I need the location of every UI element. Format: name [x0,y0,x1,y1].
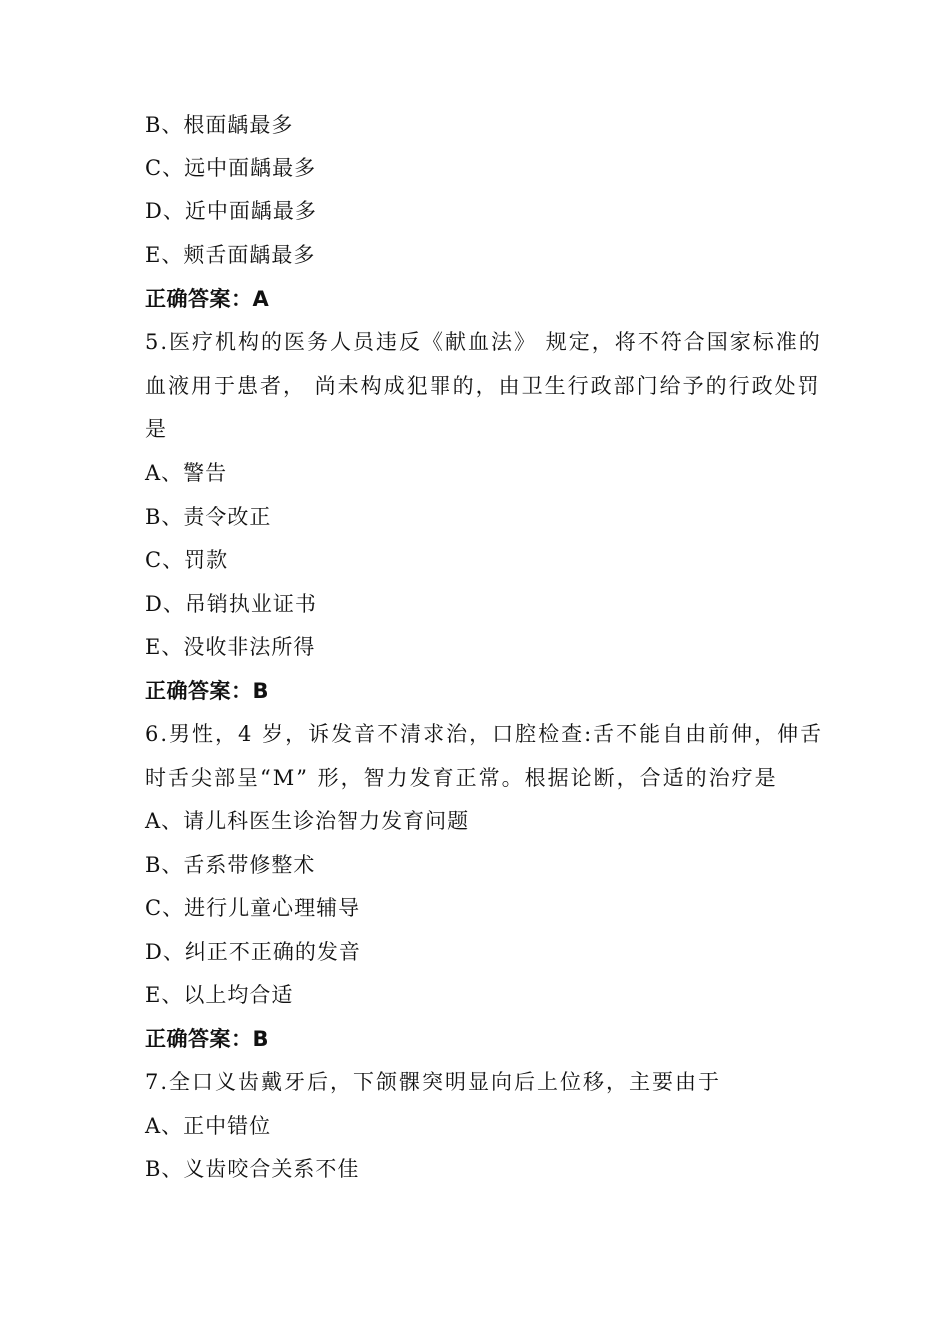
q6-option-d: D、纠正不正确的发音 [145,940,361,964]
q6-stem-line-2: 时舌尖部呈“M” 形，智力发育正常。根据论断，合适的治疗是 [145,766,778,790]
q6-answer: 正确答案：B [145,1027,270,1051]
q4-option-d: D、近中面龋最多 [145,199,317,223]
q5-stem-line-3: 是 [145,417,168,441]
q5-answer: 正确答案：B [145,679,270,703]
q5-option-d: D、吊销执业证书 [145,592,317,616]
q6-stem-line-1: 6.男性，4 岁，诉发音不清求治，口腔检查:舌不能自由前伸，伸舌 [145,722,824,746]
q7-stem-line-1: 7.全口义齿戴牙后，下颌髁突明显向后上位移，主要由于 [145,1070,722,1094]
q6-option-b: B、舌系带修整术 [145,853,316,877]
q5-stem-line-1: 5.医疗机构的医务人员违反《献血法》 规定，将不符合国家标准的 [145,330,822,354]
q4-option-c: C、远中面龋最多 [145,156,317,180]
q4-option-e: E、颊舌面龋最多 [145,243,316,267]
q4-option-b: B、根面龋最多 [145,113,294,137]
q6-option-a: A、请儿科医生诊治智力发育问题 [145,809,470,833]
q5-option-a: A、警告 [145,461,228,485]
q5-option-c: C、罚款 [145,548,229,572]
q4-answer: 正确答案：A [145,287,270,311]
q5-option-e: E、没收非法所得 [145,635,316,659]
q7-option-b: B、义齿咬合关系不佳 [145,1157,360,1181]
q6-option-c: C、进行儿童心理辅导 [145,896,361,920]
q5-option-b: B、责令改正 [145,505,272,529]
q6-option-e: E、以上均合适 [145,983,294,1007]
q5-stem-line-2: 血液用于患者， 尚未构成犯罪的，由卫生行政部门给予的行政处罚 [145,374,821,398]
q7-option-a: A、正中错位 [145,1114,272,1138]
